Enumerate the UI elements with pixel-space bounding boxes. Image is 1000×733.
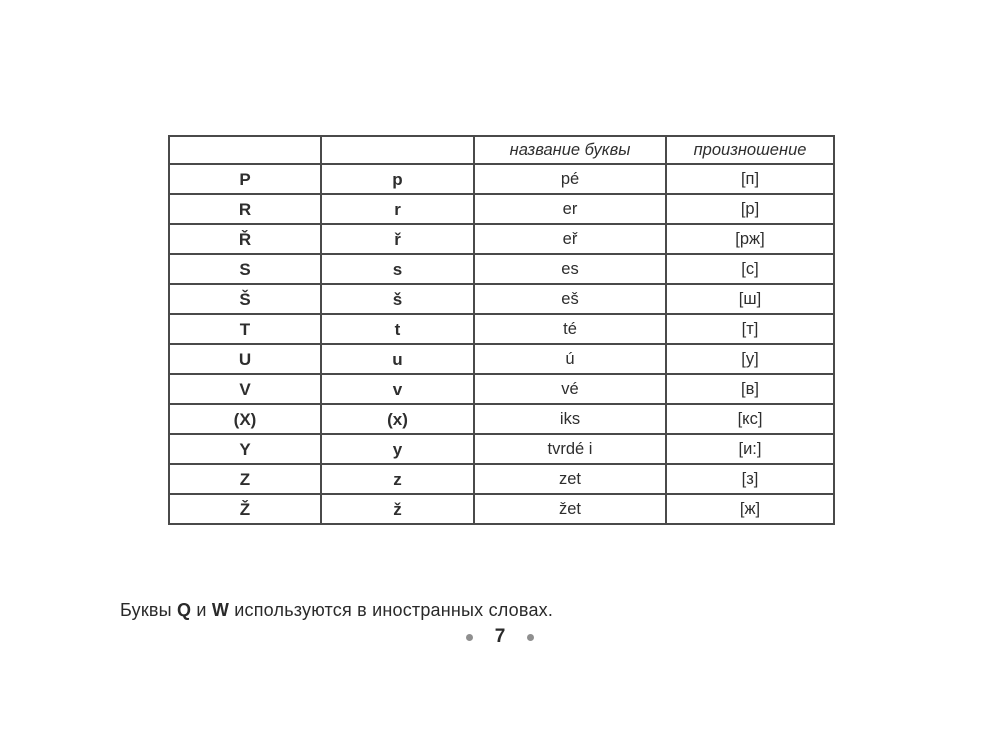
letter-name: eř (474, 224, 666, 254)
pronunciation: [в] (666, 374, 834, 404)
header-pronunciation: произношение (666, 136, 834, 164)
letter-name: iks (474, 404, 666, 434)
header-uppercase (169, 136, 321, 164)
header-letter-name: название буквы (474, 136, 666, 164)
pronunciation: [п] (666, 164, 834, 194)
lowercase-letter: ř (321, 224, 474, 254)
pronunciation: [ж] (666, 494, 834, 524)
lowercase-letter: y (321, 434, 474, 464)
pronunciation: [у] (666, 344, 834, 374)
letter-q: Q (177, 600, 192, 620)
pronunciation: [р] (666, 194, 834, 224)
pronunciation: [с] (666, 254, 834, 284)
letter-name: es (474, 254, 666, 284)
lowercase-letter: p (321, 164, 474, 194)
footer-right-dot (527, 634, 534, 641)
letter-name: té (474, 314, 666, 344)
table-row (169, 494, 834, 524)
letter-name: er (474, 194, 666, 224)
table-row (169, 254, 834, 284)
page-footer (0, 626, 1000, 648)
uppercase-letter: V (169, 374, 321, 404)
pronunciation: [т] (666, 314, 834, 344)
pronunciation: [кс] (666, 404, 834, 434)
note-conjunction: и (196, 600, 207, 620)
letter-name: eš (474, 284, 666, 314)
note-rest: используются в иностранных словах. (234, 600, 554, 620)
table-row (169, 344, 834, 374)
uppercase-letter: P (169, 164, 321, 194)
lowercase-letter: u (321, 344, 474, 374)
footer-left-dot (466, 634, 473, 641)
letter-w: W (211, 600, 230, 620)
uppercase-letter: Y (169, 434, 321, 464)
uppercase-letter: Š (169, 284, 321, 314)
lowercase-letter: v (321, 374, 474, 404)
uppercase-letter: Ž (169, 494, 321, 524)
table-row (169, 224, 834, 254)
lowercase-letter: r (321, 194, 474, 224)
table-row (169, 284, 834, 314)
uppercase-letter: (X) (169, 404, 321, 434)
letter-name: zet (474, 464, 666, 494)
lowercase-letter: s (321, 254, 474, 284)
table-row (169, 314, 834, 344)
lowercase-letter: š (321, 284, 474, 314)
table-row (169, 434, 834, 464)
lowercase-letter: (x) (321, 404, 474, 434)
lowercase-letter: ž (321, 494, 474, 524)
uppercase-letter: R (169, 194, 321, 224)
pronunciation: [и:] (666, 434, 834, 464)
page-number: 7 (494, 626, 506, 647)
letter-name: ú (474, 344, 666, 374)
letter-name: pé (474, 164, 666, 194)
uppercase-letter: Ř (169, 224, 321, 254)
table-row (169, 404, 834, 434)
header-lowercase (321, 136, 474, 164)
uppercase-letter: T (169, 314, 321, 344)
table-row (169, 374, 834, 404)
table-row (169, 464, 834, 494)
uppercase-letter: S (169, 254, 321, 284)
letter-name: žet (474, 494, 666, 524)
table-row (169, 164, 834, 194)
foreign-letters-note (120, 600, 553, 621)
note-lead: Буквы (120, 600, 172, 620)
alphabet-table (168, 135, 835, 525)
lowercase-letter: t (321, 314, 474, 344)
uppercase-letter: Z (169, 464, 321, 494)
lowercase-letter: z (321, 464, 474, 494)
table-header-row (169, 136, 834, 164)
pronunciation: [з] (666, 464, 834, 494)
pronunciation: [рж] (666, 224, 834, 254)
letter-name: tvrdé i (474, 434, 666, 464)
table-row (169, 194, 834, 224)
letter-name: vé (474, 374, 666, 404)
pronunciation: [ш] (666, 284, 834, 314)
uppercase-letter: U (169, 344, 321, 374)
